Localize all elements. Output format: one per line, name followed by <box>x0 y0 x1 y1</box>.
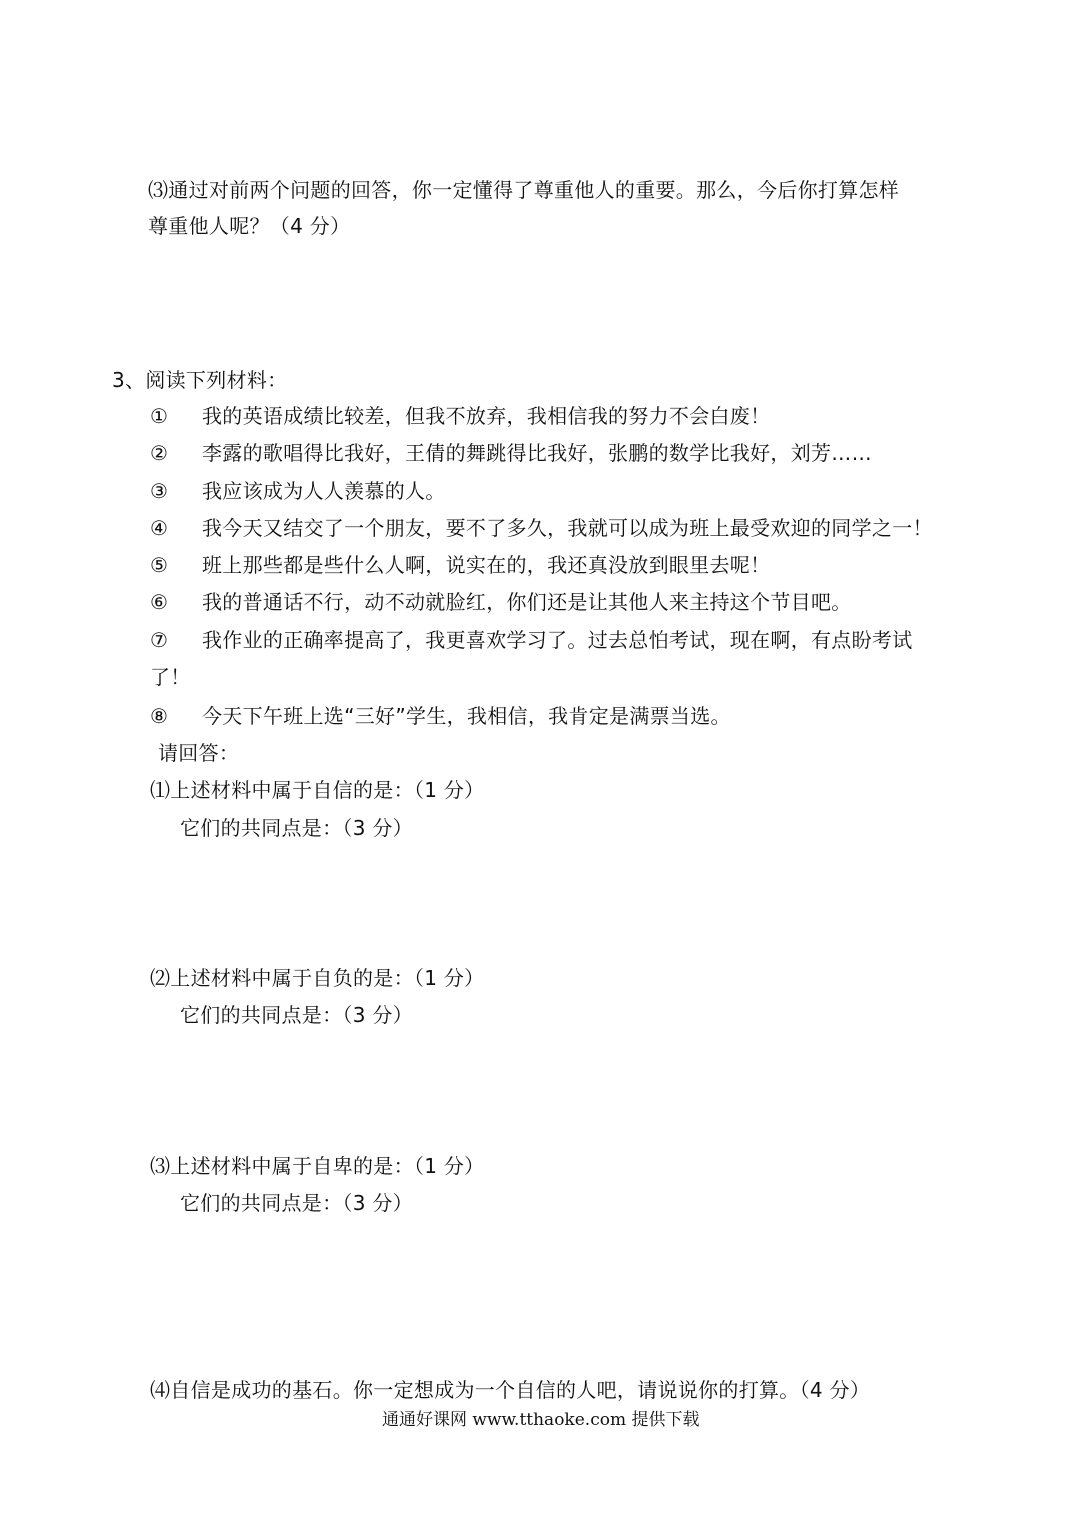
sub-question-2-common: 它们的共同点是：（3 分） <box>180 1003 413 1027</box>
material-item-2 <box>150 439 872 467</box>
footer-credit: 通通好课网 www.tthaoke.com 提供下载 <box>382 1410 700 1430</box>
material-text: 我应该成为人人羡慕的人。 <box>202 479 446 503</box>
sub-question-3: ⑶上述材料中属于自卑的是：（1 分） <box>150 1154 485 1178</box>
question-3-heading: 3、阅读下列材料： <box>112 368 288 392</box>
material-item-7-continuation: 了！ <box>150 665 191 689</box>
sub-question-1: ⑴上述材料中属于自信的是：（1 分） <box>150 778 485 802</box>
material-number: ⑤ <box>150 553 169 577</box>
material-item-4 <box>150 514 933 542</box>
material-item-3 <box>150 477 446 505</box>
material-text: 班上那些都是些什么人啊，说实在的，我还真没放到眼里去呢！ <box>202 553 771 577</box>
answer-prompt: 请回答： <box>158 741 240 765</box>
material-number: ⑥ <box>150 590 169 614</box>
material-item-6 <box>150 588 852 616</box>
material-item-7 <box>150 626 913 654</box>
sub-question-4: ⑷自信是成功的基石。你一定想成为一个自信的人吧，请说说你的打算。（4 分） <box>150 1378 871 1402</box>
material-number: ⑦ <box>150 628 169 652</box>
material-item-5 <box>150 551 770 579</box>
material-text: 李露的歌唱得比我好，王倩的舞跳得比我好，张鹏的数学比我好，刘芳…… <box>202 441 872 465</box>
material-text: 今天下午班上选“三好”学生，我相信，我肯定是满票当选。 <box>202 704 731 728</box>
material-text: 我今天又结交了一个朋友，要不了多久，我就可以成为班上最受欢迎的同学之一！ <box>202 516 933 540</box>
material-text: 我作业的正确率提高了，我更喜欢学习了。过去总怕考试，现在啊，有点盼考试 <box>202 628 913 652</box>
question-2-3-line-1: ⑶通过对前两个问题的回答，你一定懂得了尊重他人的重要。那么，今后你打算怎样 <box>148 178 900 202</box>
material-text: 我的英语成绩比较差，但我不放弃，我相信我的努力不会白废！ <box>202 404 771 428</box>
material-number: ③ <box>150 479 169 503</box>
material-item-1 <box>150 402 770 430</box>
material-text: 我的普通话不行，动不动就脸红，你们还是让其他人来主持这个节目吧。 <box>202 590 852 614</box>
material-number: ⑧ <box>150 704 169 728</box>
material-number: ① <box>150 404 169 428</box>
sub-question-2: ⑵上述材料中属于自负的是：（1 分） <box>150 966 485 990</box>
material-number: ④ <box>150 516 169 540</box>
material-item-8 <box>150 702 731 730</box>
material-number: ② <box>150 441 169 465</box>
question-2-3-line-2: 尊重他人呢？（4 分） <box>148 214 351 238</box>
sub-question-3-common: 它们的共同点是：（3 分） <box>180 1191 413 1215</box>
sub-question-1-common: 它们的共同点是：（3 分） <box>180 816 413 840</box>
